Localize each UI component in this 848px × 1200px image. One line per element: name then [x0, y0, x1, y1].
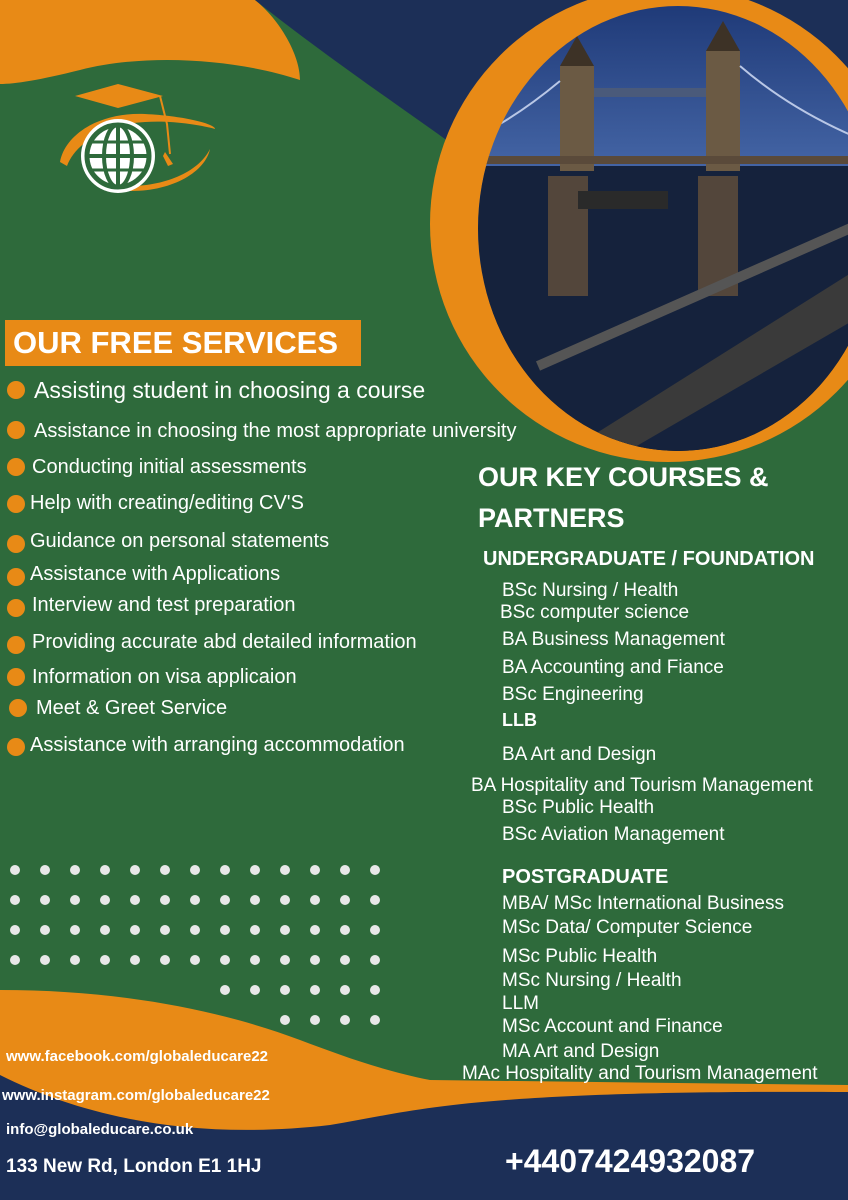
- bullet-icon: [7, 568, 25, 586]
- course-item: MSc Public Health: [502, 946, 658, 967]
- course-item: MAc Hospitality and Tourism Management: [462, 1063, 818, 1084]
- courses-title-line2: PARTNERS: [478, 503, 625, 533]
- course-item: BA Art and Design: [502, 744, 657, 765]
- bullet-icon: [7, 381, 25, 399]
- course-item: LLM: [502, 993, 539, 1014]
- globe-graduation-cap-icon: [55, 84, 220, 194]
- bullet-icon: [7, 738, 25, 756]
- courses-title-line1: OUR KEY COURSES &: [478, 462, 769, 492]
- orange-blob-top-left: [0, 0, 300, 84]
- free-services-title: OUR FREE SERVICES: [13, 325, 339, 360]
- course-item: MSc Account and Finance: [502, 1016, 723, 1037]
- service-item: Guidance on personal statements: [30, 530, 330, 552]
- service-item: Providing accurate abd detailed information: [32, 631, 417, 653]
- course-item: BSc computer science: [500, 602, 690, 623]
- service-item: Meet & Greet Service: [36, 697, 228, 719]
- course-item: BA Hospitality and Tourism Management: [471, 775, 813, 796]
- course-item-llb: LLB: [502, 710, 537, 730]
- phone-number[interactable]: +4407424932087: [505, 1143, 756, 1179]
- email-link[interactable]: info@globaleducare.co.uk: [6, 1121, 194, 1138]
- service-item: Assisting student in choosing a course: [34, 377, 426, 403]
- dot-grid-decoration: [0, 860, 410, 1040]
- postgraduate-heading: POSTGRADUATE: [502, 866, 669, 888]
- bullet-icon: [9, 699, 27, 717]
- address: 133 New Rd, London E1 1HJ: [6, 1156, 262, 1177]
- undergraduate-heading: UNDERGRADUATE / FOUNDATION: [483, 548, 815, 570]
- course-item: BSc Public Health: [502, 797, 655, 818]
- service-item: Interview and test preparation: [32, 594, 296, 616]
- course-item: BSc Engineering: [502, 684, 644, 705]
- instagram-link[interactable]: www.instagram.com/globaleducare22: [2, 1087, 270, 1104]
- course-item: BSc Aviation Management: [502, 824, 725, 845]
- bullet-icon: [7, 599, 25, 617]
- course-item: MSc Data/ Computer Science: [502, 917, 753, 938]
- course-item: BA Accounting and Fiance: [502, 657, 724, 678]
- bullet-icon: [7, 421, 25, 439]
- bullet-icon: [7, 636, 25, 654]
- course-item: MA Art and Design: [502, 1041, 660, 1062]
- bullet-icon: [7, 535, 25, 553]
- service-item: Assistance in choosing the most appropriate university: [34, 420, 517, 442]
- bullet-icon: [7, 495, 25, 513]
- service-item: Information on visa applicaion: [32, 666, 297, 688]
- service-item: Assistance with arranging accommodation: [30, 734, 405, 756]
- service-item: Help with creating/editing CV'S: [30, 492, 304, 514]
- logo: [55, 84, 220, 194]
- course-item: MSc Nursing / Health: [502, 970, 682, 991]
- course-item: BA Business Management: [502, 629, 725, 650]
- free-services-heading: [5, 320, 361, 366]
- bullet-icon: [7, 458, 25, 476]
- bullet-icon: [7, 668, 25, 686]
- facebook-link[interactable]: www.facebook.com/globaleducare22: [6, 1048, 269, 1065]
- service-item: Conducting initial assessments: [32, 456, 307, 478]
- course-item: MBA/ MSc International Business: [502, 893, 784, 914]
- course-item: BSc Nursing / Health: [502, 580, 679, 601]
- service-item: Assistance with Applications: [30, 563, 281, 585]
